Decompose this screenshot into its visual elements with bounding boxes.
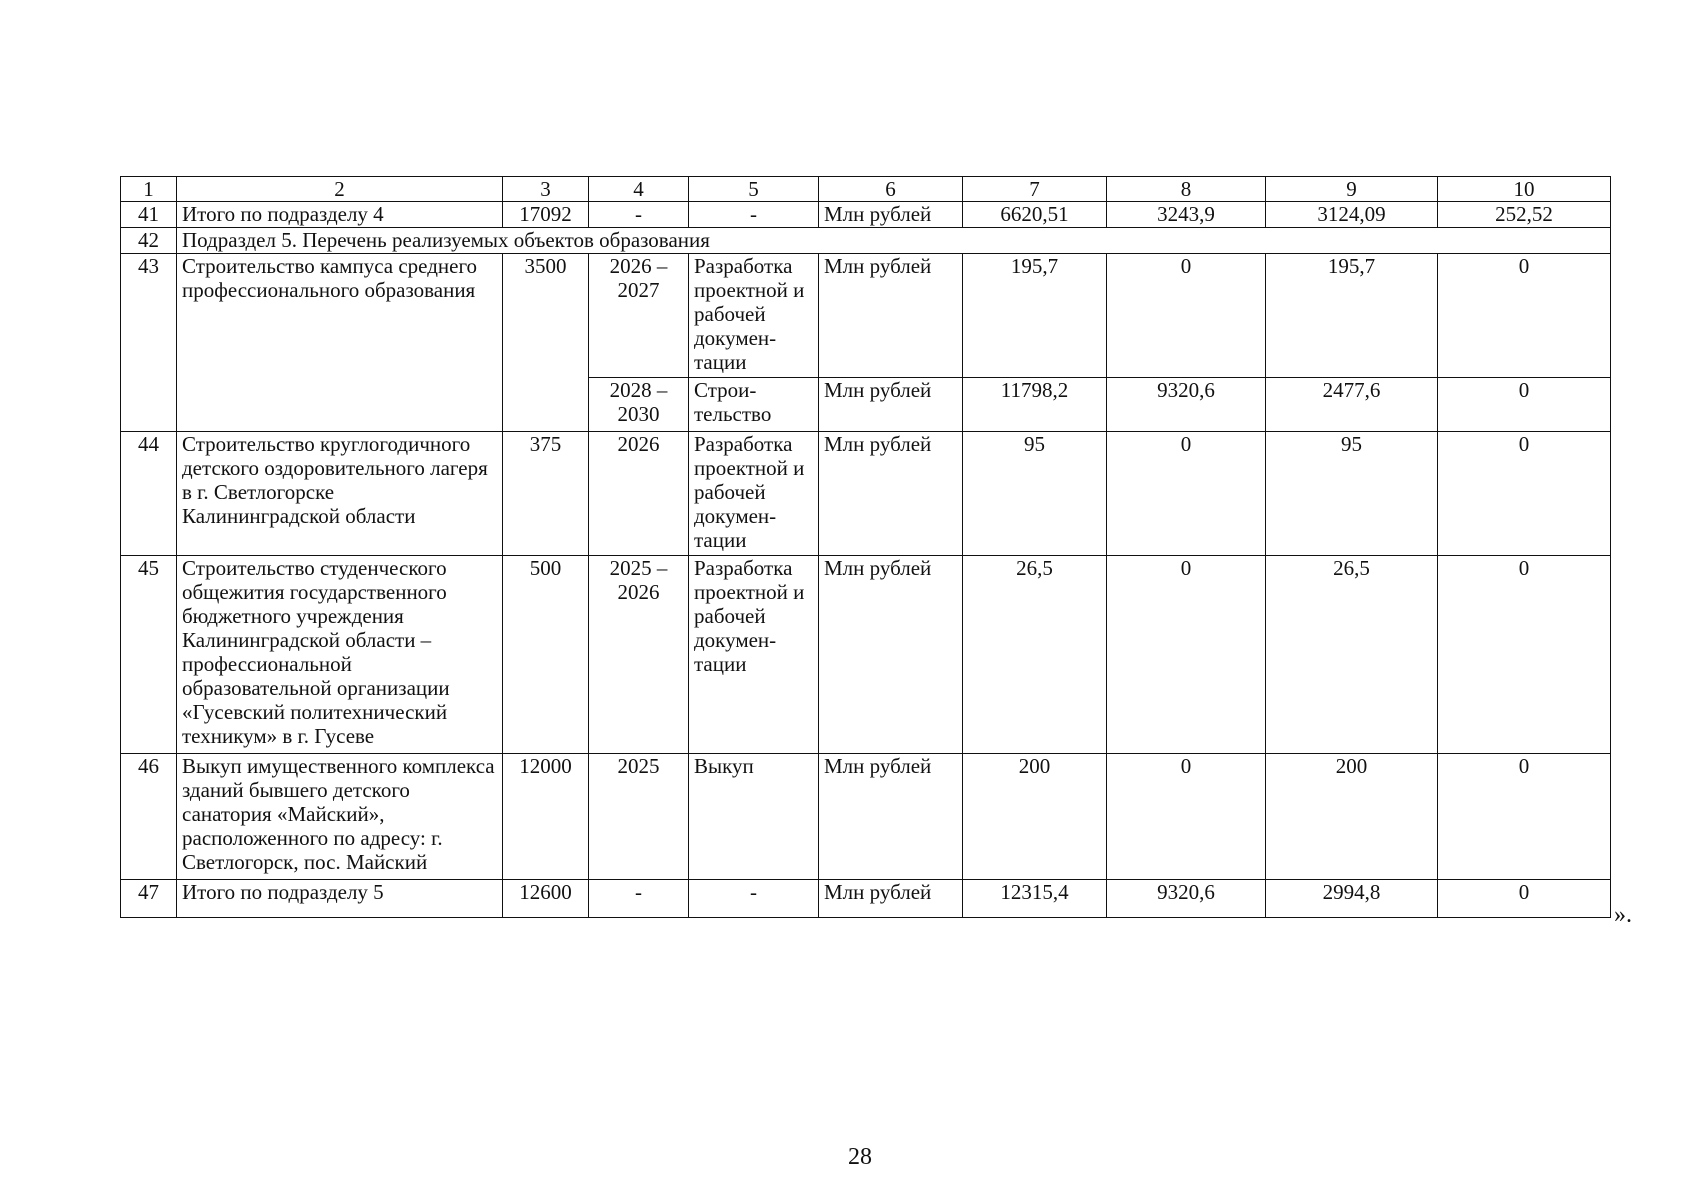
cell-work: Разработка проектной и рабочей докумен-тации — [689, 432, 819, 556]
cell-work: Разработка проектной и рабочей докумен-тации — [689, 254, 819, 378]
cell-col3: 12600 — [503, 880, 589, 918]
cell-col4: - — [589, 202, 689, 228]
cell-unit: Млн рублей — [819, 254, 963, 378]
table-row — [121, 880, 1611, 918]
cell-col7: 95 — [963, 432, 1107, 556]
cell-period: 2026 — [589, 432, 689, 556]
cell-col8: 0 — [1107, 432, 1266, 556]
cell-work: Выкуп — [689, 754, 819, 880]
header-cell: 9 — [1266, 177, 1438, 202]
cell-unit: Млн рублей — [819, 880, 963, 918]
header-cell: 2 — [177, 177, 503, 202]
row-number: 46 — [121, 754, 177, 880]
cell-unit: Млн рублей — [819, 378, 963, 432]
cell-col5: - — [689, 880, 819, 918]
row-name: Итого по подразделу 4 — [177, 202, 503, 228]
cell-period: 2026 – 2027 — [589, 254, 689, 378]
cell-col9: 2477,6 — [1266, 378, 1438, 432]
cell-col9: 200 — [1266, 754, 1438, 880]
row-number: 43 — [121, 254, 177, 432]
cell-col7: 195,7 — [963, 254, 1107, 378]
page-number: 28 — [848, 1144, 872, 1170]
cell-col9: 2994,8 — [1266, 880, 1438, 918]
cell-col10: 0 — [1438, 754, 1611, 880]
cell-unit: Млн рублей — [819, 202, 963, 228]
cell-col8: 0 — [1107, 754, 1266, 880]
cell-col8: 0 — [1107, 254, 1266, 378]
closing-quote: ». — [1614, 902, 1632, 928]
cell-col10: 0 — [1438, 254, 1611, 378]
header-cell: 7 — [963, 177, 1107, 202]
row-name: Строительство кампуса среднего профессионального образования — [177, 254, 503, 432]
cell-work: Разработка проектной и рабочей докумен-тации — [689, 556, 819, 754]
cell-unit: Млн рублей — [819, 432, 963, 556]
cell-col3: 12000 — [503, 754, 589, 880]
cell-period: 2028 – 2030 — [589, 378, 689, 432]
header-cell: 1 — [121, 177, 177, 202]
cell-col9: 26,5 — [1266, 556, 1438, 754]
header-cell: 10 — [1438, 177, 1611, 202]
cell-work: Строи-тельство — [689, 378, 819, 432]
cell-col7: 6620,51 — [963, 202, 1107, 228]
table-row — [121, 432, 1611, 556]
cell-unit: Млн рублей — [819, 556, 963, 754]
cell-col7: 12315,4 — [963, 880, 1107, 918]
header-cell: 6 — [819, 177, 963, 202]
cell-period: 2025 — [589, 754, 689, 880]
cell-col9: 195,7 — [1266, 254, 1438, 378]
cell-period: 2025 – 2026 — [589, 556, 689, 754]
cell-col10: 0 — [1438, 432, 1611, 556]
cell-col10: 0 — [1438, 556, 1611, 754]
table-header-row — [121, 177, 1611, 202]
cell-col7: 11798,2 — [963, 378, 1107, 432]
cell-col10: 0 — [1438, 378, 1611, 432]
table-row — [121, 556, 1611, 754]
header-cell: 4 — [589, 177, 689, 202]
header-cell: 3 — [503, 177, 589, 202]
row-number: 41 — [121, 202, 177, 228]
cell-col5: - — [689, 202, 819, 228]
section-row — [121, 228, 1611, 254]
cell-col9: 95 — [1266, 432, 1438, 556]
cell-col10: 252,52 — [1438, 202, 1611, 228]
row-name: Строительство студенческого общежития государственного бюджетного учреждения Калининградской области – профессиональной образовательной организации «Гусевский политехнический техникум» в г. Гусеве — [177, 556, 503, 754]
cell-col10: 0 — [1438, 880, 1611, 918]
program-objects-table — [120, 176, 1611, 918]
cell-col7: 26,5 — [963, 556, 1107, 754]
row-name: Итого по подразделу 5 — [177, 880, 503, 918]
section-title: Подраздел 5. Перечень реализуемых объектов образования — [177, 228, 1611, 254]
row-name: Строительство круглогодичного детского оздоровительного лагеря в г. Светлогорске Калининградской области — [177, 432, 503, 556]
cell-col3: 3500 — [503, 254, 589, 432]
cell-col9: 3124,09 — [1266, 202, 1438, 228]
row-name: Выкуп имущественного комплекса зданий бывшего детского санатория «Майский», расположенного по адресу: г. Светлогорск, пос. Майский — [177, 754, 503, 880]
cell-col3: 17092 — [503, 202, 589, 228]
table-row — [121, 754, 1611, 880]
cell-col4: - — [589, 880, 689, 918]
row-number: 42 — [121, 228, 177, 254]
cell-col8: 3243,9 — [1107, 202, 1266, 228]
row-number: 45 — [121, 556, 177, 754]
cell-col8: 0 — [1107, 556, 1266, 754]
row-number: 44 — [121, 432, 177, 556]
cell-col3: 500 — [503, 556, 589, 754]
cell-col8: 9320,6 — [1107, 378, 1266, 432]
cell-col3: 375 — [503, 432, 589, 556]
cell-col7: 200 — [963, 754, 1107, 880]
cell-unit: Млн рублей — [819, 754, 963, 880]
table-row — [121, 254, 1611, 378]
table-row — [121, 202, 1611, 228]
header-cell: 5 — [689, 177, 819, 202]
header-cell: 8 — [1107, 177, 1266, 202]
row-number: 47 — [121, 880, 177, 918]
cell-col8: 9320,6 — [1107, 880, 1266, 918]
